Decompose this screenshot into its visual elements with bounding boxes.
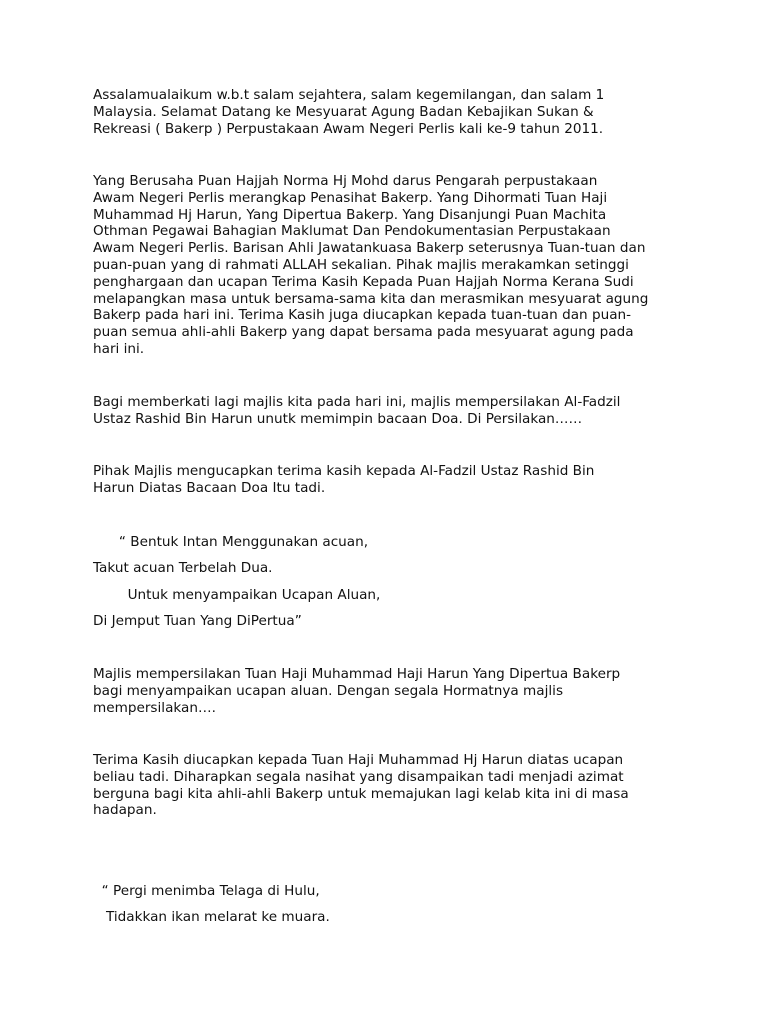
doa-thanks-paragraph: Pihak Majlis mengucapkan terima kasih kepada Al-Fadzil Ustaz Rashid Bin Harun Diatas Bacaan Doa Itu tadi. [93,463,595,496]
pantun-1-line-2: Takut acuan Terbelah Dua. [93,560,273,576]
doa-invitation-paragraph: Bagi memberkati lagi majlis kita pada hari ini, majlis mempersilakan Al-Fadzil Ustaz Rashid Bin Harun unutk memimpin bacaan Doa. Di Persilakan…… [93,394,621,427]
welcome-speech-thanks-paragraph: Terima Kasih diucapkan kepada Tuan Haji Muhammad Hj Harun diatas ucapan beliau tadi. Diharapkan segala nasihat yang disampaikan tadi menjadi azimat berguna bagi kita ahli-ahli Bakerp untuk memajukan lagi kelab kita ini di masa hadapan. [93,752,629,819]
pantun-2-line-2: Tidakkan ikan melarat ke muara. [93,909,330,925]
pantun-1-line-3: Untuk menyampaikan Ucapan Aluan, [93,587,381,603]
salutation-paragraph: Yang Berusaha Puan Hajjah Norma Hj Mohd darus Pengarah perpustakaan Awam Negeri Perlis merangkap Penasihat Bakerp. Yang Dihormati Tuan Haji Muhammad Hj Harun, Yang Dipertua Bakerp. Yang Disanjungi Puan Machita Othman Pegawai Bahagian Maklumat Dan Pendokumentasian Perpustakaan Awam Negeri Perlis. Barisan Ahli Jawatankuasa Bakerp seterusnya Tuan-tuan dan puan-puan yang di rahmati ALLAH sekalian. Pihak majlis merakamkan setinggi penghargaan dan ucapan Terima Kasih Kepada Puan Hajjah Norma Kerana Sudi melapangkan masa untuk bersama-sama kita dan merasmikan mesyuarat agung Bakerp pada hari ini. Terima Kasih juga diucapkan kepada tuan-tuan dan puan- puan semua ahli-ahli Bakerp yang dapat bersama pada mesyuarat agung pada hari ini. [93,173,649,357]
welcome-speech-invitation-paragraph: Majlis mempersilakan Tuan Haji Muhammad Haji Harun Yang Dipertua Bakerp bagi menyampaikan ucapan aluan. Dengan segala Hormatnya majlis mempersilakan…. [93,666,621,716]
opening-greeting-paragraph: Assalamualaikum w.b.t salam sejahtera, salam kegemilangan, dan salam 1 Malaysia. Selamat Datang ke Mesyuarat Agung Badan Kebajikan Sukan & Rekreasi ( Bakerp ) Perpustakaan Awam Negeri Perlis kali ke-9 tahun 2011. [93,87,605,137]
pantun-1-line-4: Di Jemput Tuan Yang DiPertua” [93,613,302,629]
pantun-2-line-1: “ Pergi menimba Telaga di Hulu, [93,883,320,899]
pantun-1-line-1: “ Bentuk Intan Menggunakan acuan, [93,534,369,550]
